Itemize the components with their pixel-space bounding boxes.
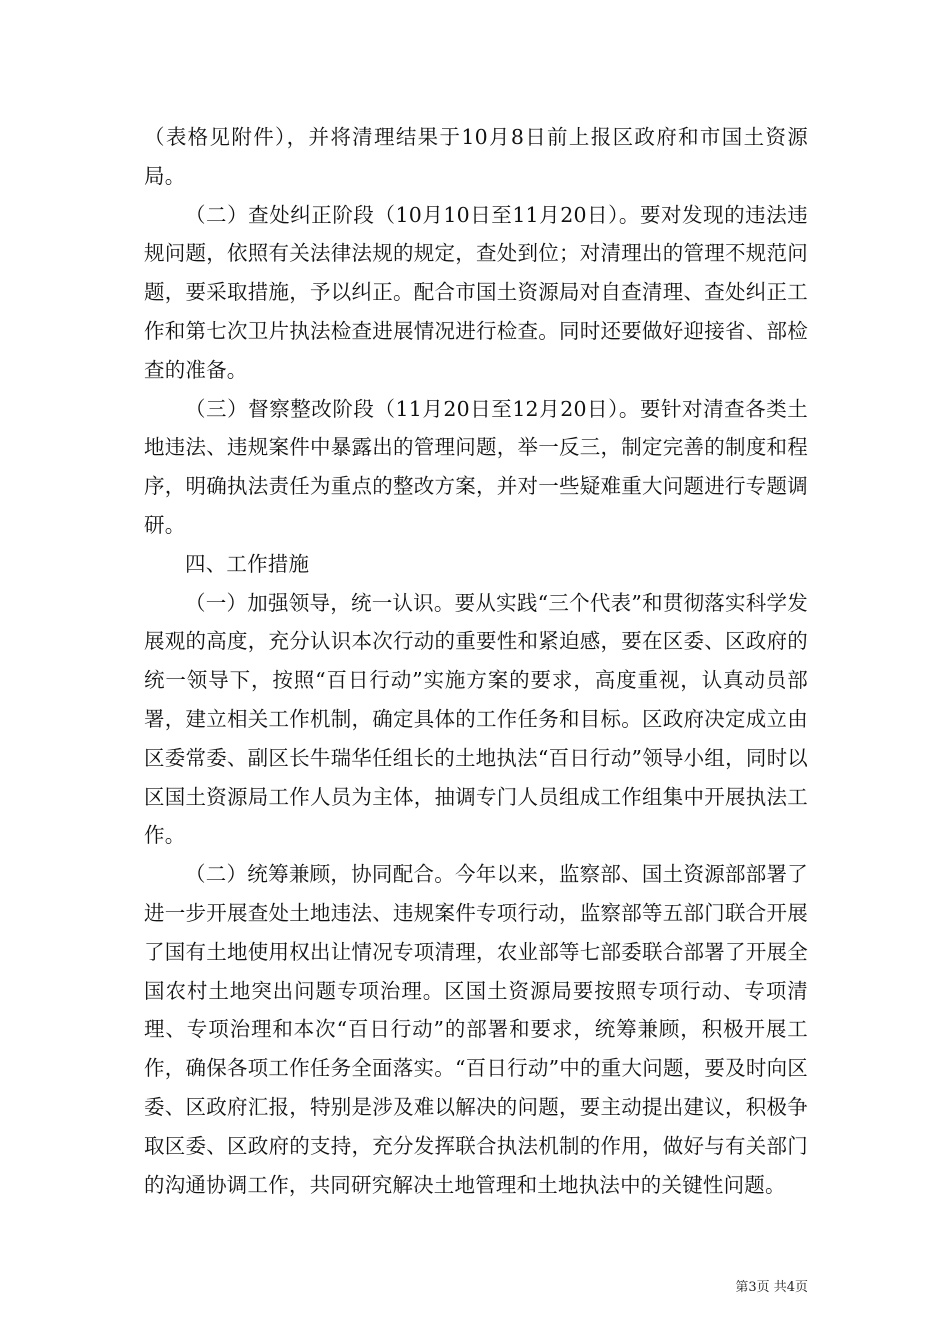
paragraph-continuation: （表格见附件），并将清理结果于10月8日前上报区政府和市国土资源局。 <box>144 125 808 188</box>
paragraph-measure-two: （二）统筹兼顾，协同配合。今年以来，监察部、国土资源部部署了进一步开展查处土地违法、违规案件专项行动，监察部等五部门联合开展了国有土地使用权出让情况专项清理，农业部等七部委联合部署了开展全国农村土地突出问题专项治理。区国土资源局要按照专项行动、专项清理、专项治理和本次“百日行动”的部署和要求，统筹兼顾，积极开展工作，确保各项工作任务全面落实。“百日行动”中的重大问题，要及时向区委、区政府汇报，特别是涉及难以解决的问题，要主动提出建议，积极争取区委、区政府的支持，充分发挥联合执法机制的作用，做好与有关部门的沟通协调工作，共同研究解决土地管理和土地执法中的关键性问题。 <box>144 862 808 1197</box>
document-body <box>144 118 808 1204</box>
paragraph-stage-three: （三）督察整改阶段（11月20日至12月20日）。要针对清查各类土地违法、违规案件中暴露出的管理问题，举一反三，制定完善的制度和程序，明确执法责任为重点的整改方案，并对一些疑难重大问题进行专题调研。 <box>144 396 808 537</box>
paragraph-measure-one: （一）加强领导，统一认识。要从实践“三个代表”和贯彻落实科学发展观的高度，充分认识本次行动的重要性和紧迫感，要在区委、区政府的统一领导下，按照“百日行动”实施方案的要求，高度重视，认真动员部署，建立相关工作机制，确定具体的工作任务和目标。区政府决定成立由区委常委、副区长牛瑞华任组长的土地执法“百日行动”领导小组，同时以区国土资源局工作人员为主体，抽调专门人员组成工作组集中开展执法工作。 <box>144 590 808 848</box>
paragraph-stage-two: （二）查处纠正阶段（10月10日至11月20日）。要对发现的违法违规问题，依照有关法律法规的规定，查处到位；对清理出的管理不规范问题，要采取措施，予以纠正。配合市国土资源局对自查清理、查处纠正工作和第七次卫片执法检查进展情况进行检查。同时还要做好迎接省、部检查的准备。 <box>144 202 808 382</box>
section-heading-work-measures: 四、工作措施 <box>185 551 310 576</box>
page-number: 第3页 共4页 <box>735 1280 808 1295</box>
